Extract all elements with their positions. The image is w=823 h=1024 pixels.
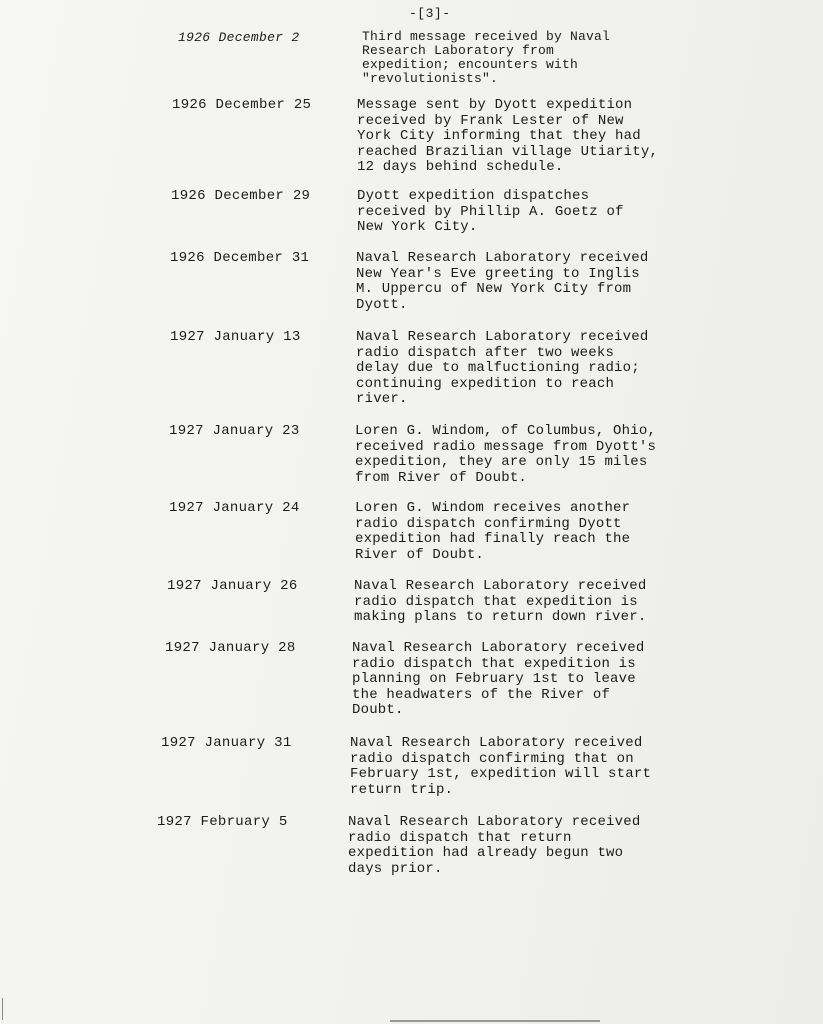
entry-date: 1927 January 23 [169, 423, 300, 439]
entry-description: Message sent by Dyott expedition received by Frank Lester of New York City informing that they had reached Brazilian village Utiarity, 12 days behind schedule. [357, 97, 659, 176]
entry-date: 1926 December 25 [172, 97, 312, 113]
entry-description: Naval Research Laboratory received radio dispatch that return expedition had already begun two days prior. [348, 814, 641, 877]
entry-date: 1927 February 5 [157, 814, 288, 830]
scan-edge-mark [2, 998, 3, 1020]
entry-description: Naval Research Laboratory received radio dispatch that expedition is planning on February 1st to leave the headwaters of the River of Doubt. [352, 640, 645, 719]
entry-date: 1927 January 13 [170, 329, 301, 345]
entry-date: 1927 January 31 [161, 735, 292, 751]
entry-date: 1927 January 28 [165, 640, 296, 656]
entry-date: 1926 December 29 [171, 188, 311, 204]
entry-description: Naval Research Laboratory received New Year's Eve greeting to Inglis M. Uppercu of New York City from Dyott. [356, 250, 649, 313]
entry-description: Naval Research Laboratory received radio dispatch that expedition is making plans to return down river. [354, 578, 647, 626]
scan-bottom-mark [390, 1020, 600, 1022]
entry-date: 1927 January 24 [169, 500, 300, 516]
entry-description: Third message received by Naval Research Laboratory from expedition; encounters with "revolutionists". [362, 29, 611, 86]
entry-description: Naval Research Laboratory received radio dispatch after two weeks delay due to malfuctioning radio; continuing expedition to reach river. [356, 329, 649, 408]
entry-date: 1926 December 31 [170, 250, 310, 266]
entry-description: Loren G. Windom receives another radio dispatch confirming Dyott expedition had finally reach the River of Doubt. [355, 500, 631, 563]
page-number: -[3]- [409, 6, 451, 21]
entry-date: 1927 January 26 [167, 578, 298, 594]
entry-date: 1926 December 2 [178, 30, 300, 45]
entry-description: Naval Research Laboratory received radio dispatch confirming that on February 1st, expedition will start return trip. [350, 735, 652, 798]
entry-description: Loren G. Windom, of Columbus, Ohio, received radio message from Dyott's expedition, they are only 15 miles from River of Doubt. [355, 423, 657, 486]
entry-description: Dyott expedition dispatches received by Phillip A. Goetz of New York City. [357, 188, 624, 236]
